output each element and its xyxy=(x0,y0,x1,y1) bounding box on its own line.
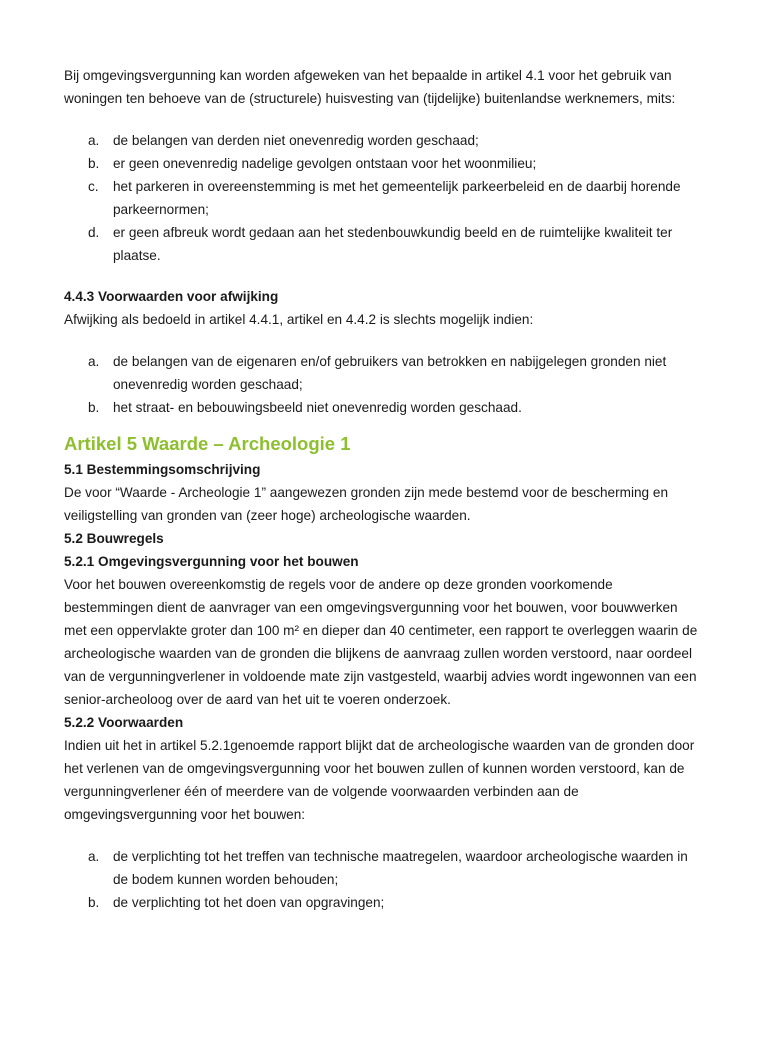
list-item-text: er geen afbreuk wordt gedaan aan het stedenbouwkundig beeld en de ruimtelijke kwaliteit ter plaatse. xyxy=(113,225,673,263)
list-item-text: de verplichting tot het doen van opgravingen; xyxy=(113,895,385,910)
list-item-text: de verplichting tot het treffen van technische maatregelen, waardoor archeologische waarden in de bodem kunnen worden behouden; xyxy=(113,849,688,887)
list-item xyxy=(64,175,704,221)
list-item xyxy=(64,891,704,914)
list-item-text: de belangen van derden niet onevenredig worden geschaad; xyxy=(113,133,479,148)
list-item xyxy=(64,350,704,396)
document-page xyxy=(64,64,704,914)
list-marker: d. xyxy=(88,225,100,240)
section-heading-4-4-3: 4.4.3 Voorwaarden voor afwijking xyxy=(64,289,279,304)
section-text-5-2-1: Voor het bouwen overeenkomstig de regels voor de andere op deze gronden voorkomende bestemmingen dient de aanvrager van een omgevingsvergunning voor het bouwen, voor bouwwerken met een oppervlakte groter dan 100 m² en dieper dan 40 centimeter, een rapport te overleggen waarin de archeologische waarden van de gronden die blijkens de aanvraag zullen worden verstoord, naar oordeel van de vergunningverlener in voldoende mate zijn vastgesteld, waarbij advies wordt ingewonnen van een senior-archeoloog over de aard van het uit te voeren onderzoek. xyxy=(64,577,698,707)
list-marker: b. xyxy=(88,156,100,171)
conditions-list-3 xyxy=(64,845,704,914)
section-text-5-1: De voor “Waarde - Archeologie 1” aangewezen gronden zijn mede bestemd voor de bescherming en veiligstelling van gronden van (zeer hoge) archeologische waarden. xyxy=(64,485,669,523)
list-marker: a. xyxy=(88,354,100,369)
section-text-4-4-3: Afwijking als bedoeld in artikel 4.4.1, artikel en 4.4.2 is slechts mogelijk indien: xyxy=(64,312,534,327)
section-heading-5-2: 5.2 Bouwregels xyxy=(64,531,164,546)
conditions-list-2 xyxy=(64,350,704,419)
list-marker: a. xyxy=(88,849,100,864)
list-item xyxy=(64,396,704,419)
list-marker: c. xyxy=(88,179,99,194)
list-item xyxy=(64,129,704,152)
list-item xyxy=(64,221,704,267)
section-text-5-2-2: Indien uit het in artikel 5.2.1genoemde rapport blijkt dat de archeologische waarden van de gronden door het verlenen van de omgevingsvergunning voor het bouwen zullen of kunnen worden verstoord, kan de vergunningverlener één of meerdere van de volgende voorwaarden verbinden aan de omgevingsvergunning voor het bouwen: xyxy=(64,738,695,822)
list-item-text: de belangen van de eigenaren en/of gebruikers van betrokken en nabijgelegen gronden niet onevenredig worden geschaad; xyxy=(113,354,667,392)
list-marker: b. xyxy=(88,400,100,415)
section-heading-5-1: 5.1 Bestemmingsomschrijving xyxy=(64,462,261,477)
section-heading-5-2-1: 5.2.1 Omgevingsvergunning voor het bouwen xyxy=(64,554,359,569)
list-item xyxy=(64,152,704,175)
list-item-text: het straat- en bebouwingsbeeld niet onevenredig worden geschaad. xyxy=(113,400,522,415)
list-marker: b. xyxy=(88,895,100,910)
conditions-list-1 xyxy=(64,129,704,267)
list-marker: a. xyxy=(88,133,100,148)
article-5-title: Artikel 5 Waarde – Archeologie 1 xyxy=(64,433,351,454)
list-item xyxy=(64,845,704,891)
list-item-text: er geen onevenredig nadelige gevolgen ontstaan voor het woonmilieu; xyxy=(113,156,537,171)
list-item-text: het parkeren in overeenstemming is met het gemeentelijk parkeerbeleid en de daarbij horende parkeernormen; xyxy=(113,179,681,217)
intro-paragraph: Bij omgevingsvergunning kan worden afgeweken van het bepaalde in artikel 4.1 voor het gebruik van woningen ten behoeve van de (structurele) huisvesting van (tijdelijke) buitenlandse werknemers, mits: xyxy=(64,68,676,106)
section-heading-5-2-2: 5.2.2 Voorwaarden xyxy=(64,715,184,730)
